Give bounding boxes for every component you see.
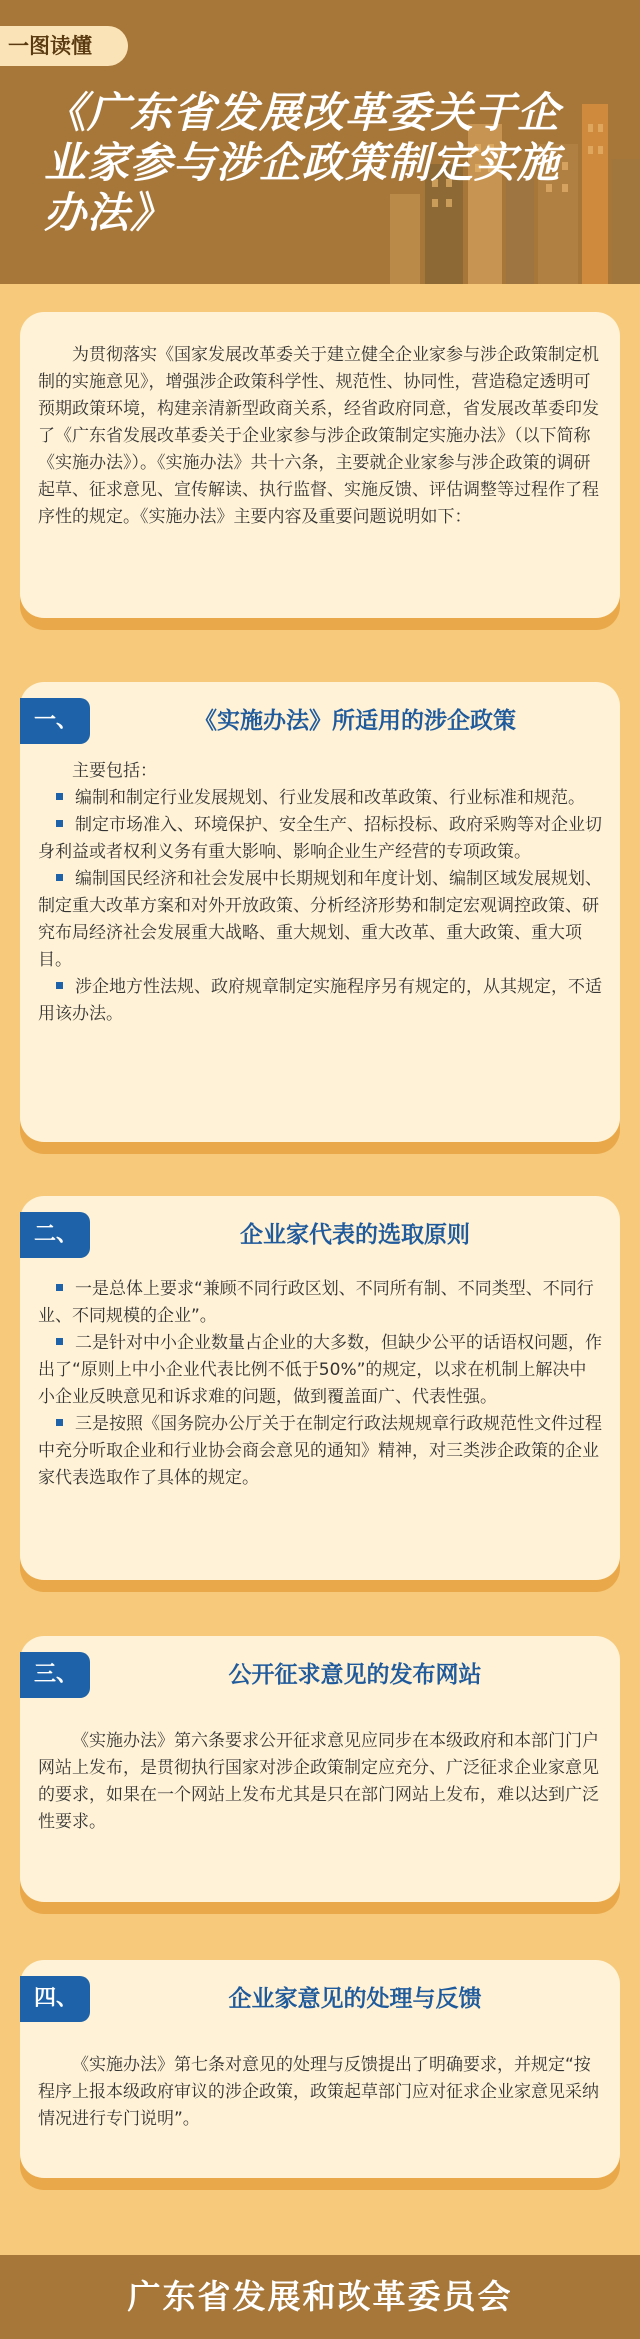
section-2-card	[20, 1196, 620, 1580]
section-3-text: 《实施办法》第六条要求公开征求意见应同步在本级政府和本部门门户网站上发布，是贯彻执行国家对涉企政策制定应充分、广泛征求企业家意见的要求，如果在一个网站上发布尤其是只在部门网站上发布，难以达到广泛性要求。	[38, 1731, 599, 1832]
section-1-number: 一、	[20, 698, 90, 744]
section-4-text: 《实施办法》第七条对意见的处理与反馈提出了明确要求，并规定“按程序上报本级政府审议的涉企政策，政策起草部门应对征求企业家意见采纳情况进行专门说明”。	[38, 2055, 599, 2129]
list-item: 编制和制定行业发展规划、行业发展和改革政策、行业标准和规范。	[38, 785, 602, 812]
section-2-title: 企业家代表的选取原则	[240, 1222, 470, 1248]
section-3-title: 公开征求意见的发布网站	[228, 1662, 482, 1688]
header-banner	[0, 0, 640, 284]
section-1-title: 《实施办法》所适用的涉企政策	[194, 708, 516, 734]
intro-card	[20, 312, 620, 618]
section-1-body	[38, 758, 602, 1028]
list-item: 涉企地方性法规、政府规章制定实施程序另有规定的，从其规定，不适用该办法。	[38, 974, 602, 1028]
list-item: 二是针对中小企业数量占企业的大多数，但缺少公平的话语权问题，作出了“原则上中小企业代表比例不低于50%”的规定，以求在机制上解决中小企业反映意见和诉求难的问题，做到覆盖面广、代表性强。	[38, 1330, 602, 1411]
section-4-title: 企业家意见的处理与反馈	[228, 1986, 482, 2012]
section-3-card	[20, 1636, 620, 1902]
list-item: 制定市场准入、环境保护、安全生产、招标投标、政府采购等对企业切身利益或者权利义务有重大影响、影响企业生产经营的专项政策。	[38, 812, 602, 866]
list-item: 一是总体上要求“兼顾不同行政区划、不同所有制、不同类型、不同行业、不同规模的企业”。	[38, 1276, 602, 1330]
page-title: 《广东省发展改革委关于企业家参与涉企政策制定实施办法》	[44, 88, 561, 237]
section-3-number: 三、	[20, 1652, 90, 1698]
category-tag: 一图读懂	[0, 26, 128, 66]
intro-text: 为贯彻落实《国家发展改革委关于建立健全企业家参与涉企政策制定机制的实施意见》，增强涉企政策科学性、规范性、协同性，营造稳定透明可预期政策环境，构建亲清新型政商关系，经省政府同意，省发展改革委印发了《广东省发展改革委关于企业家参与涉企政策制定实施办法》（以下简称《实施办法》）。《实施办法》共十六条，主要就企业家参与涉企政策的调研起草、征求意见、宣传解读、执行监督、实施反馈、评估调整等过程作了程序性的规定。《实施办法》主要内容及重要问题说明如下：	[38, 345, 599, 527]
list-item: 编制国民经济和社会发展中长期规划和年度计划、编制区域发展规划、制定重大改革方案和对外开放政策、分析经济形势和制定宏观调控政策、研究布局经济社会发展重大战略、重大规划、重大改革、重大政策、重大项目。	[38, 866, 602, 974]
footer-org-name: 广东省发展和改革委员会	[0, 2255, 640, 2339]
section-4-card	[20, 1960, 620, 2178]
list-item: 三是按照《国务院办公厅关于在制定行政法规规章行政规范性文件过程中充分听取企业和行业协会商会意见的通知》精神，对三类涉企政策的企业家代表选取作了具体的规定。	[38, 1411, 602, 1492]
section-4-number: 四、	[20, 1976, 90, 2022]
section-1-lead: 主要包括：	[72, 761, 157, 781]
section-2-number: 二、	[20, 1212, 90, 1258]
section-1-card	[20, 682, 620, 1142]
section-2-body	[38, 1276, 602, 1492]
